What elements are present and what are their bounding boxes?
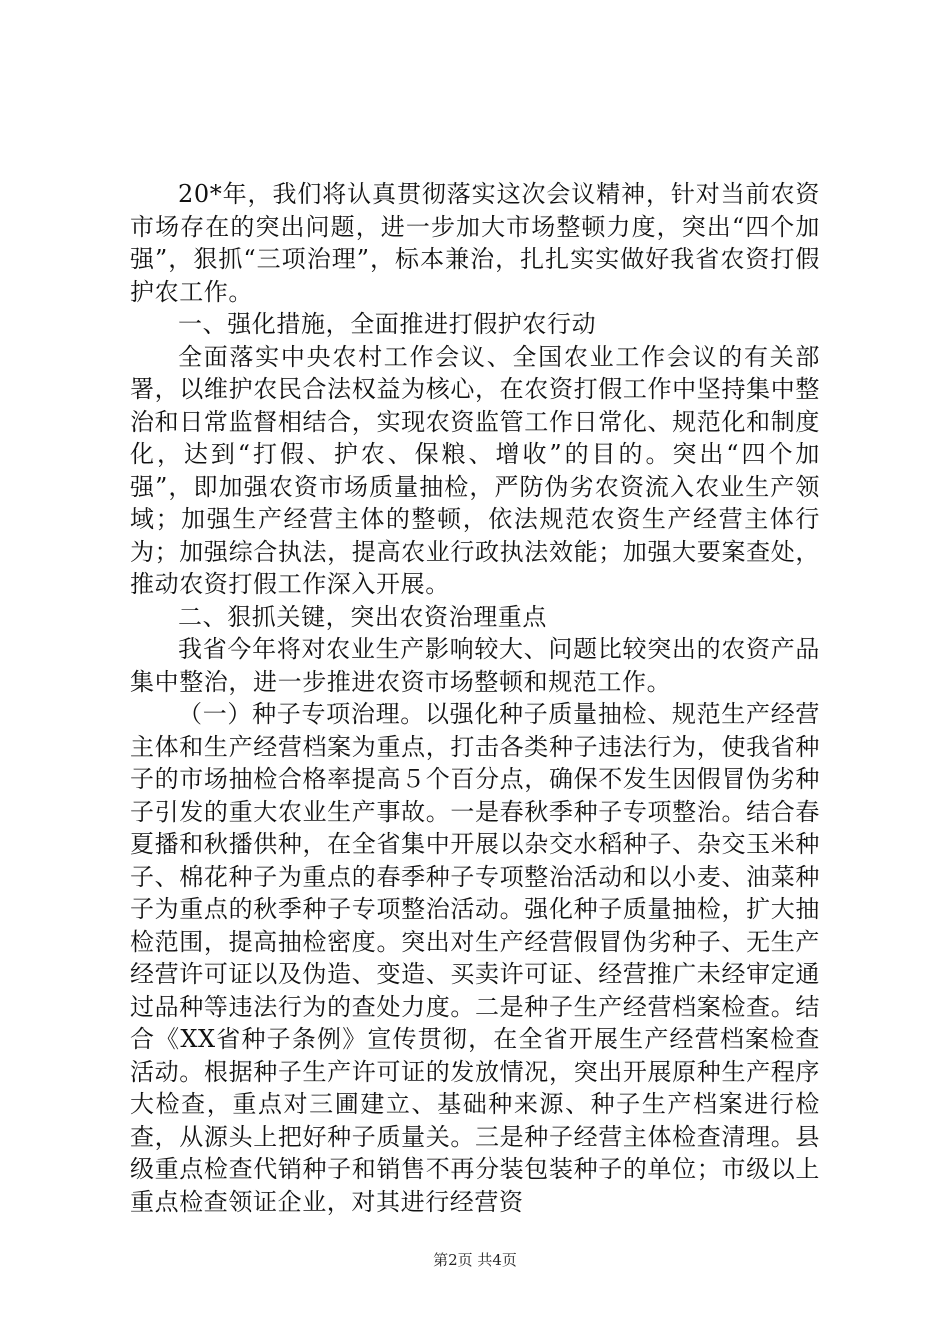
section-heading-2: 二、狠抓关键，突出农资治理重点 — [178, 602, 547, 631]
document-body — [130, 178, 820, 1218]
paragraph-section-1: 全面落实中央农村工作会议、全国农业工作会议的有关部署，以维护农民合法权益为核心，在农资打假工作中坚持集中整治和日常监督相结合，实现农资监管工作日常化、规范化和制度化，达到“打假、护农、保粮、增收”的目的。突出“四个加强”，即加强农资市场质量抽检，严防伪劣农资流入农业生产领域；加强生产经营主体的整顿，依法规范农资生产经营主体行为；加强综合执法，提高农业行政执法效能；加强大要案查处，推动农资打假工作深入开展。 — [130, 342, 820, 598]
paragraph-seed-governance: （一）种子专项治理。以强化种子质量抽检、规范生产经营主体和生产经营档案为重点，打击各类种子违法行为，使我省种子的市场抽检合格率提高５个百分点，确保不发生因假冒伪劣种子引发的重大农业生产事故。一是春秋季种子专项整治。结合春夏播和秋播供种，在全省集中开展以杂交水稻种子、杂交玉米种子、棉花种子为重点的春季种子专项整治活动和以小麦、油菜种子为重点的秋季种子专项整治活动。强化种子质量抽检，扩大抽检范围，提高抽检密度。突出对生产经营假冒伪劣种子、无生产经营许可证以及伪造、变造、买卖许可证、经营推广未经审定通过品种等违法行为的查处力度。二是种子生产经营档案检查。结合《XX省种子条例》宣传贯彻，在全省开展生产经营档案检查活动。根据种子生产许可证的发放情况，突出开展原种生产程序大检查，重点对三圃建立、基础种来源、种子生产档案进行检查，从源头上把好种子质量关。三是种子经营主体检查清理。县级重点检查代销种子和销售不再分装包装种子的单位；市级以上重点检查领证企业，对其进行经营资 — [130, 700, 820, 1216]
paragraph-intro: 20*年，我们将认真贯彻落实这次会议精神，针对当前农资市场存在的突出问题，进一步加大市场整顿力度，突出“四个加强”，狠抓“三项治理”，标本兼治，扎扎实实做好我省农资打假护农工作。 — [130, 180, 820, 306]
paragraph-section-2: 我省今年将对农业生产影响较大、问题比较突出的农资产品集中整治，进一步推进农资市场整顿和规范工作。 — [130, 635, 820, 696]
section-heading-1: 一、强化措施，全面推进打假护农行动 — [178, 310, 597, 338]
page-footer: 第2页 共4页 — [433, 1251, 517, 1269]
